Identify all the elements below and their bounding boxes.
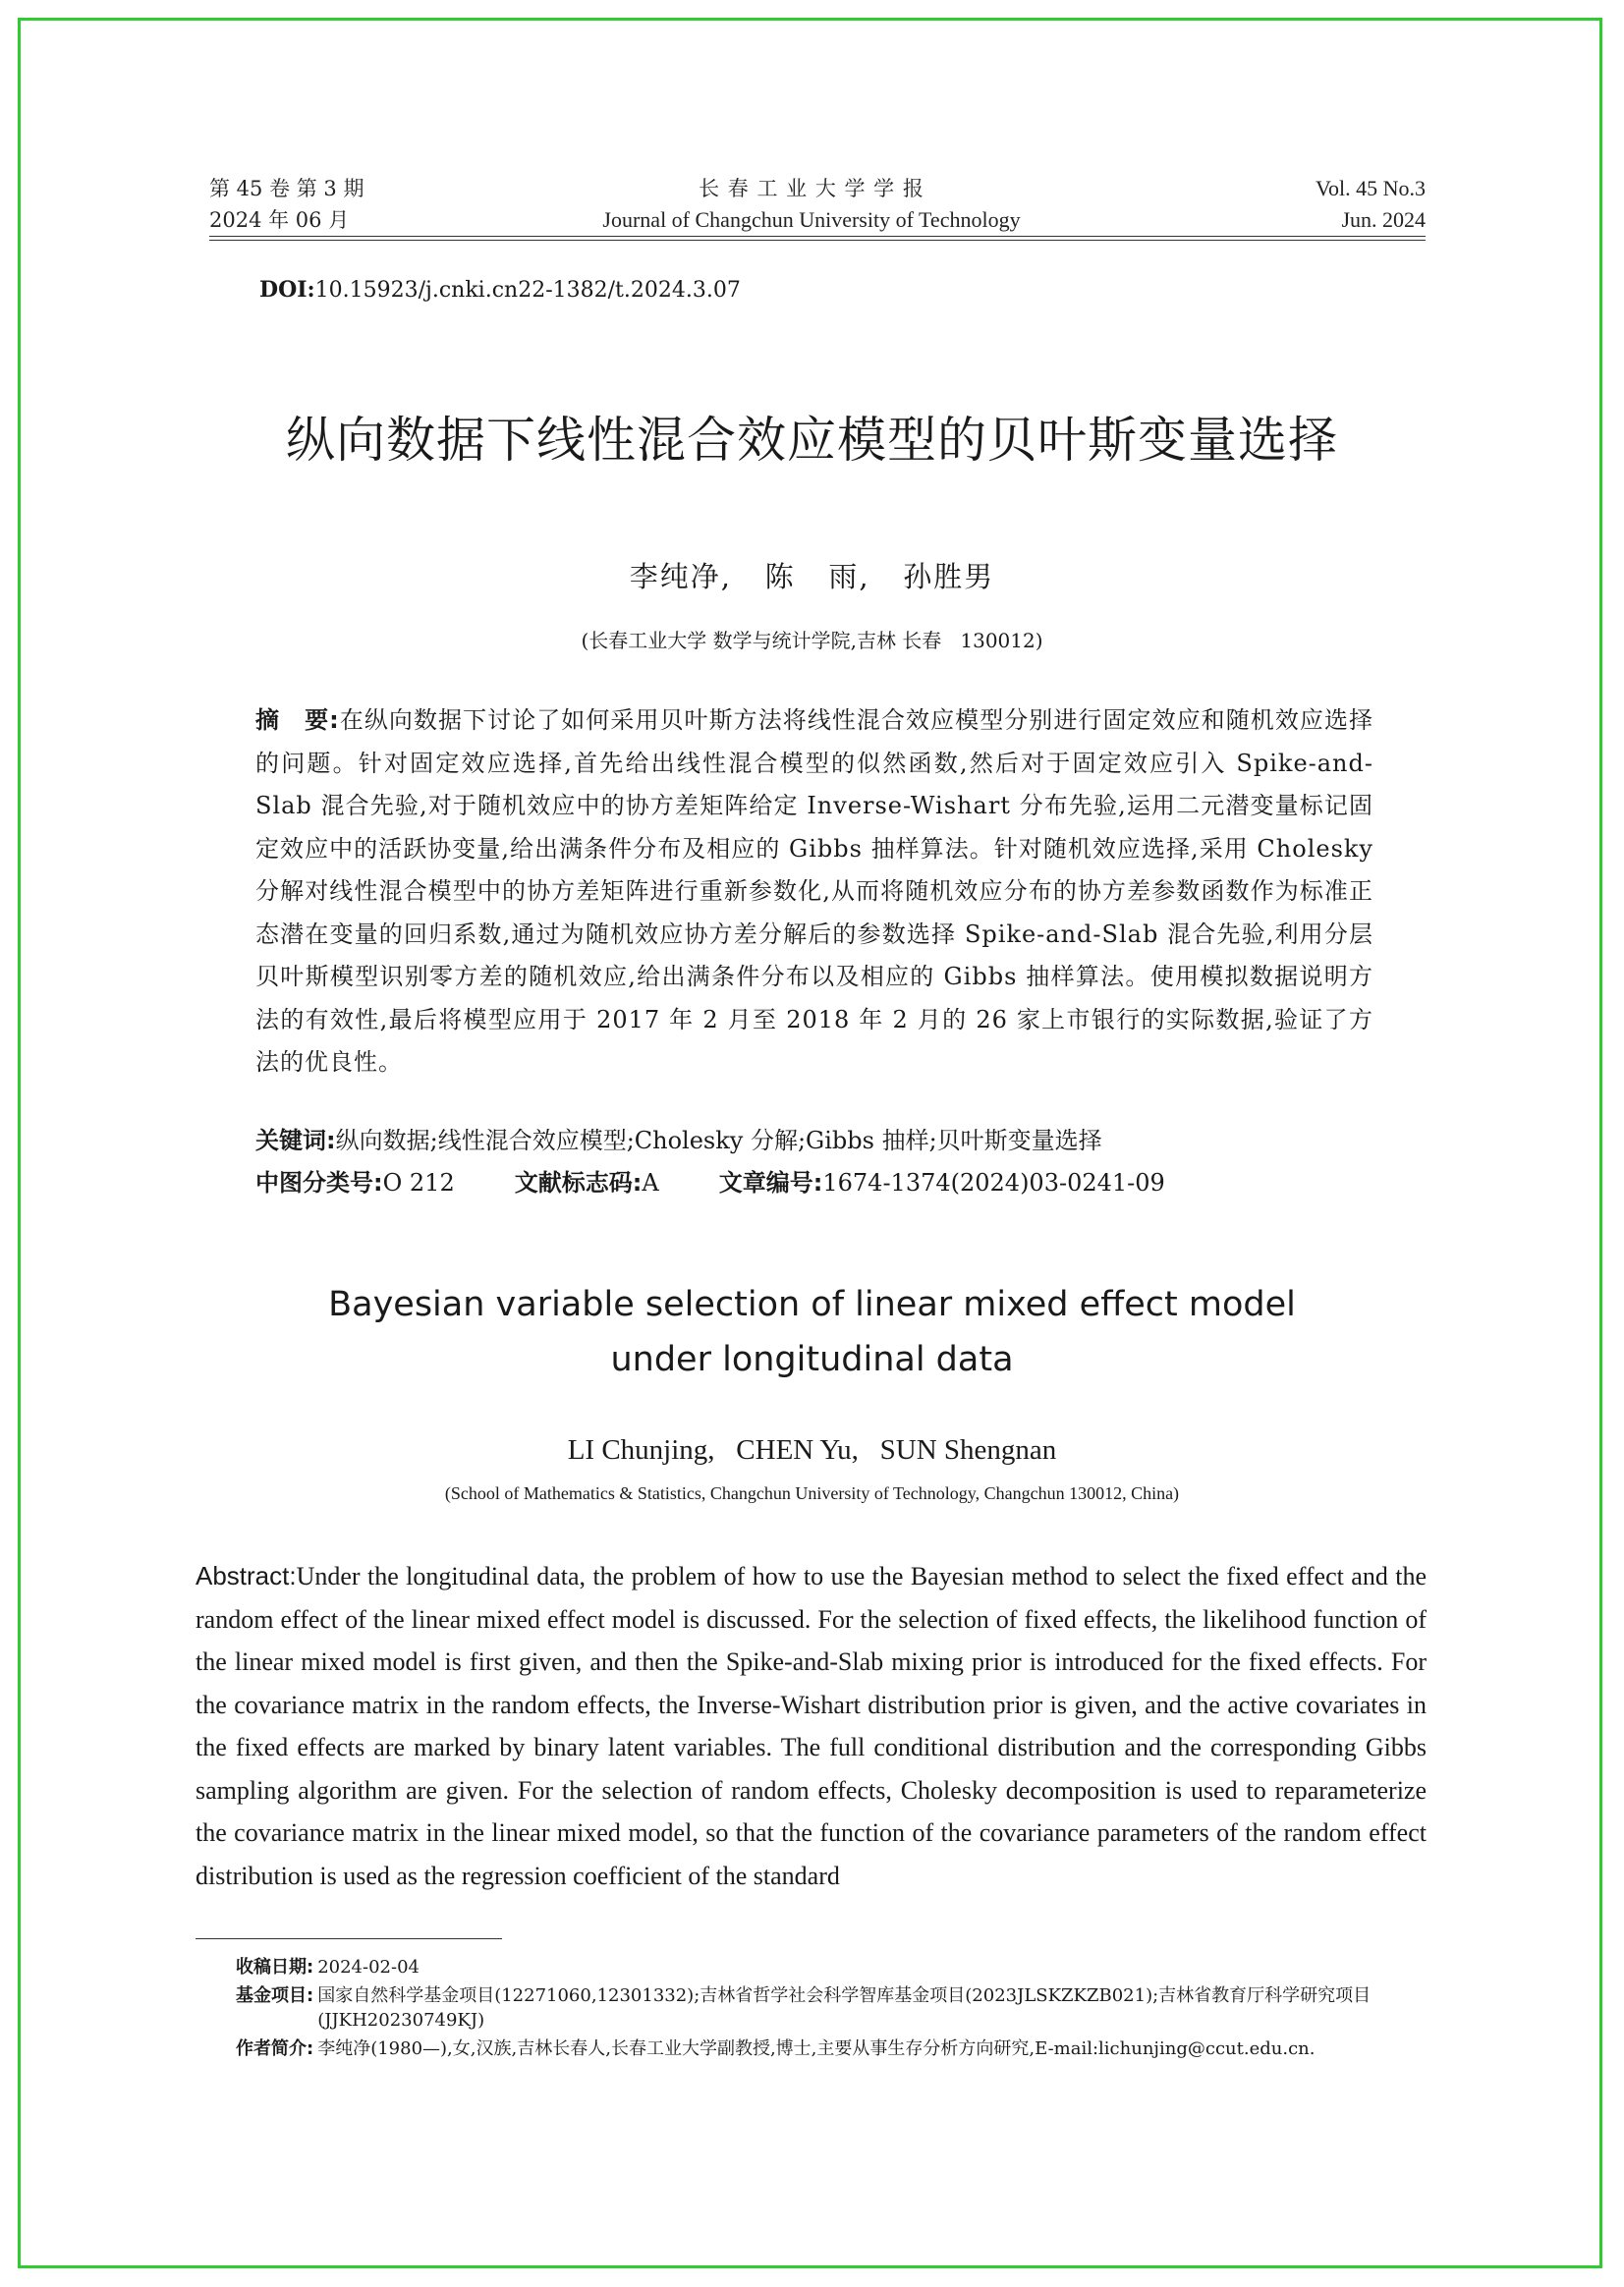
header-rule	[209, 236, 1426, 237]
doi-label: DOI:	[259, 277, 315, 303]
journal-name	[517, 173, 1106, 236]
journal-issue-info	[209, 173, 364, 236]
abstract-cn	[255, 699, 1373, 1085]
received-label: 收稿日期:	[236, 1957, 314, 1978]
doi-value[interactable]: 10.15923/j.cnki.cn22-1382/t.2024.3.07	[314, 278, 741, 303]
article-number-value: 1674-1374(2024)03-0241-09	[822, 1169, 1165, 1197]
classification-line	[255, 1162, 1373, 1204]
abstract-en-text: Under the longitudinal data, the problem of how to use the Bayesian method to select the fixed effect and the random effect of the linear mixed effect model is discussed. For the selection of fixed effects, the likelihood function of the linear mixed model is first given, and then the Spike-and-Slab mixing prior is introduced for the fixed effects. For the covariance matrix in the random effects, the Inverse-Wishart distribution prior is given, and the active covariates in the fixed effects are marked by binary latent variables. The full conditional distribution and the corresponding Gibbs sampling algorithm are given. For the selection of random effects, Cholesky decomposition is used to reparameterize the covariance matrix in the linear mixed model, so that the function of the covariance parameters of the random effect distribution is used as the regression coefficient of the standard	[196, 1562, 1427, 1890]
journal-name-cn: 长 春 工 业 大 学 学 报	[699, 177, 924, 200]
journal-volume-en	[1131, 173, 1426, 236]
clc-value: O 212	[382, 1169, 455, 1197]
paper-title-en	[0, 1277, 1624, 1387]
fund-label: 基金项目:	[236, 1985, 314, 2006]
volume-issue: 第 45 卷 第 3 期	[209, 177, 364, 200]
fund-value: 国家自然科学基金项目(12271060,12301332);吉林省哲学社会科学智库基金项目(2023JLSKZKZB021);吉林省教育厅科学研究项目(JJKH20230749KJ)	[317, 1985, 1372, 2031]
article-number-label: 文章编号:	[718, 1169, 823, 1197]
doi	[259, 277, 741, 303]
keywords-cn-label: 关键词:	[255, 1127, 336, 1154]
title-en-line-2: under longitudinal data	[610, 1340, 1014, 1379]
affiliation-cn: (长春工业大学 数学与统计学院,吉林 长春 130012)	[581, 629, 1043, 652]
authors-cn: 李纯净, 陈 雨, 孙胜男	[629, 560, 995, 593]
abstract-en-label: Abstract:	[196, 1561, 297, 1590]
paper-title-cn: 纵向数据下线性混合效应模型的贝叶斯变量选择	[286, 412, 1338, 469]
doc-code-label: 文献标志码:	[514, 1169, 643, 1197]
volume-en: Vol. 45 No.3	[1315, 176, 1426, 200]
clc-label: 中图分类号:	[255, 1169, 383, 1197]
doc-code-value: A	[642, 1169, 659, 1197]
footnote-received	[236, 1955, 1427, 1980]
issue-date: 2024 年 06 月	[209, 208, 350, 232]
keywords-cn	[255, 1120, 1373, 1162]
journal-name-en: Journal of Changchun University of Technology	[602, 207, 1021, 232]
date-en: Jun. 2024	[1341, 207, 1426, 232]
author-bio-label: 作者简介:	[236, 2038, 314, 2059]
authors-en: LI Chunjing, CHEN Yu, SUN Shengnan	[567, 1434, 1057, 1466]
header-rule-double	[209, 240, 1426, 241]
footnote-author	[236, 2036, 1427, 2061]
received-value: 2024-02-04	[317, 1957, 420, 1978]
footnote-rule	[196, 1938, 502, 1939]
author-bio-value: 李纯净(1980—),女,汉族,吉林长春人,长春工业大学副教授,博士,主要从事生存分析方向研究,E-mail:lichunjing@ccut.edu.cn.	[317, 2038, 1316, 2059]
abstract-cn-label: 摘 要:	[255, 706, 340, 734]
affiliation-en: (School of Mathematics & Statistics, Changchun University of Technology, Changchun 130012, China)	[444, 1483, 1180, 1503]
keywords-cn-text: 纵向数据;线性混合效应模型;Cholesky 分解;Gibbs 抽样;贝叶斯变量选择	[335, 1127, 1102, 1154]
title-en-line-1: Bayesian variable selection of linear mixed effect model	[328, 1285, 1296, 1324]
abstract-cn-text: 在纵向数据下讨论了如何采用贝叶斯方法将线性混合效应模型分别进行固定效应和随机效应选择的问题。针对固定效应选择,首先给出线性混合模型的似然函数,然后对于固定效应引入 Spike-and-Slab 混合先验,对于随机效应中的协方差矩阵给定 Inverse-Wishart 分布先验,运用二元潜变量标记固定效应中的活跃协变量,给出满条件分布及相应的 Gibbs 抽样算法。针对随机效应选择,采用 Cholesky 分解对线性混合模型中的协方差矩阵进行重新参数化,从而将随机效应分布的协方差参数函数作为标准正态潜在变量的回归系数,通过为随机效应协方差分解后的参数选择 Spike-and-Slab 混合先验,利用分层贝叶斯模型识别零方差的随机效应,给出满条件分布以及相应的 Gibbs 抽样算法。使用模拟数据说明方法的有效性,最后将模型应用于 2017 年 2 月至 2018 年 2 月的 26 家上市银行的实际数据,验证了方法的优良性。	[255, 706, 1373, 1076]
footnote-fund	[236, 1983, 1427, 2033]
abstract-en	[196, 1555, 1427, 1897]
footnotes	[236, 1955, 1427, 2065]
